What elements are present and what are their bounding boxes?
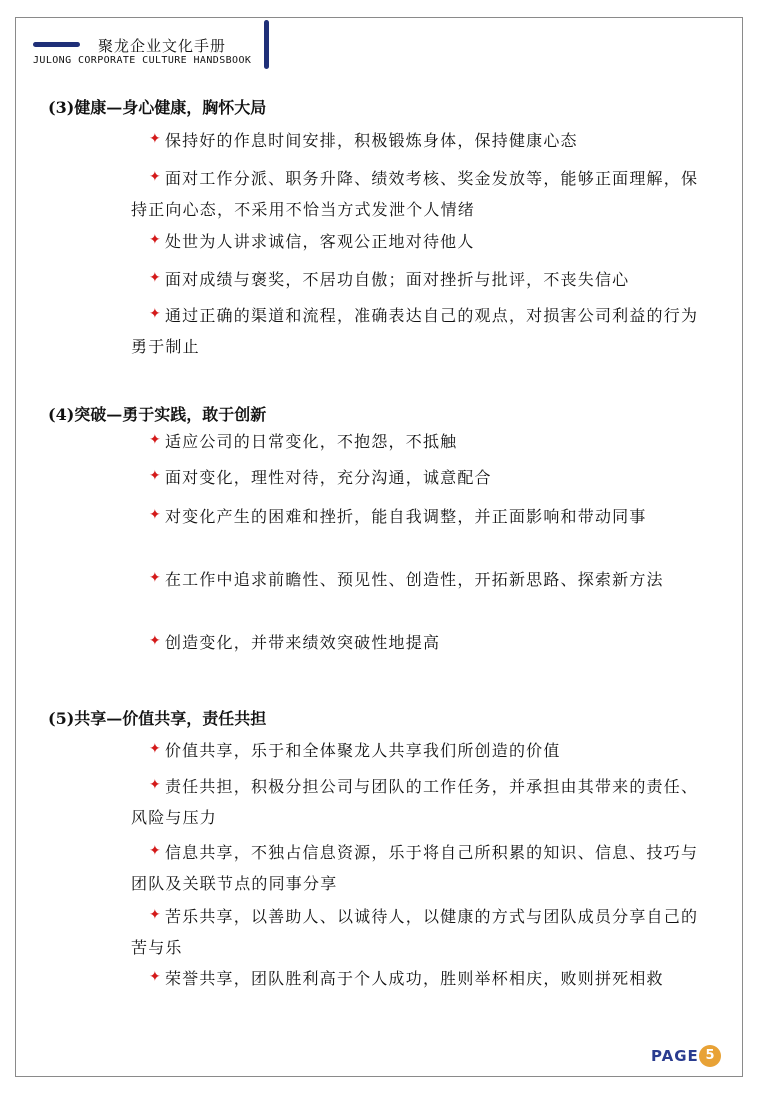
star-bullet-icon: ✦: [149, 741, 162, 757]
list-item: ✦ 保持好的作息时间安排，积极锻炼身体，保持健康心态: [149, 131, 578, 150]
list-item: ✦ 创造变化，并带来绩效突破性地提高: [149, 633, 441, 652]
list-item: ✦ 价值共享，乐于和全体聚龙人共享我们所创造的价值: [149, 741, 561, 760]
star-bullet-icon: ✦: [149, 432, 162, 448]
list-item: ✦ 处世为人讲求诚信，客观公正地对待他人: [149, 232, 475, 251]
list-item: ✦ 信息共享，不独占信息资源，乐于将自己所积累的知识、信息、技巧与团队及关联节点的同事分享: [131, 843, 699, 893]
list-item: ✦ 苦乐共享，以善助人、以诚待人，以健康的方式与团队成员分享自己的苦与乐: [131, 907, 699, 957]
list-item: ✦ 通过正确的渠道和流程，准确表达自己的观点，对损害公司利益的行为勇于制止: [131, 306, 699, 356]
star-bullet-icon: ✦: [149, 907, 162, 923]
star-bullet-icon: ✦: [149, 169, 162, 185]
list-item: ✦ 对变化产生的困难和挫折，能自我调整，并正面影响和带动同事: [149, 507, 647, 526]
list-item: ✦ 面对变化，理性对待，充分沟通，诚意配合: [149, 468, 492, 487]
header-accent-bar: [33, 42, 80, 47]
star-bullet-icon: ✦: [149, 232, 162, 248]
star-bullet-icon: ✦: [149, 777, 162, 793]
section-title: (3)健康—身心健康，胸怀大局: [48, 98, 267, 117]
section-title: (4)突破—勇于实践，敢于创新: [48, 405, 267, 424]
list-item: ✦ 适应公司的日常变化，不抱怨，不抵触: [149, 432, 458, 451]
page-label: PAGE: [651, 1047, 699, 1065]
star-bullet-icon: ✦: [149, 306, 162, 322]
list-item: ✦ 面对成绩与褒奖，不居功自傲；面对挫折与批评，不丧失信心: [149, 270, 630, 289]
header-title-cn: 聚龙企业文化手册: [98, 37, 227, 55]
star-bullet-icon: ✦: [149, 969, 162, 985]
list-item: ✦ 荣誉共享，团队胜利高于个人成功，胜则举杯相庆，败则拼死相救: [149, 969, 664, 988]
list-item: ✦ 在工作中追求前瞻性、预见性、创造性，开拓新思路、探索新方法: [149, 570, 664, 589]
star-bullet-icon: ✦: [149, 843, 162, 859]
page-number-badge: 5: [699, 1045, 721, 1067]
star-bullet-icon: ✦: [149, 468, 162, 484]
header-title-en: JULONG CORPORATE CULTURE HANDSBOOK: [33, 55, 252, 66]
star-bullet-icon: ✦: [149, 507, 162, 523]
star-bullet-icon: ✦: [149, 570, 162, 586]
header-vertical-bar: [264, 20, 269, 69]
section-title: (5)共享—价值共享，责任共担: [48, 709, 267, 728]
star-bullet-icon: ✦: [149, 131, 162, 147]
star-bullet-icon: ✦: [149, 633, 162, 649]
list-item: ✦ 面对工作分派、职务升降、绩效考核、奖金发放等，能够正面理解，保持正向心态，不采用不恰当方式发泄个人情绪: [131, 169, 699, 219]
list-item: ✦ 责任共担，积极分担公司与团队的工作任务，并承担由其带来的责任、风险与压力: [131, 777, 699, 827]
star-bullet-icon: ✦: [149, 270, 162, 286]
